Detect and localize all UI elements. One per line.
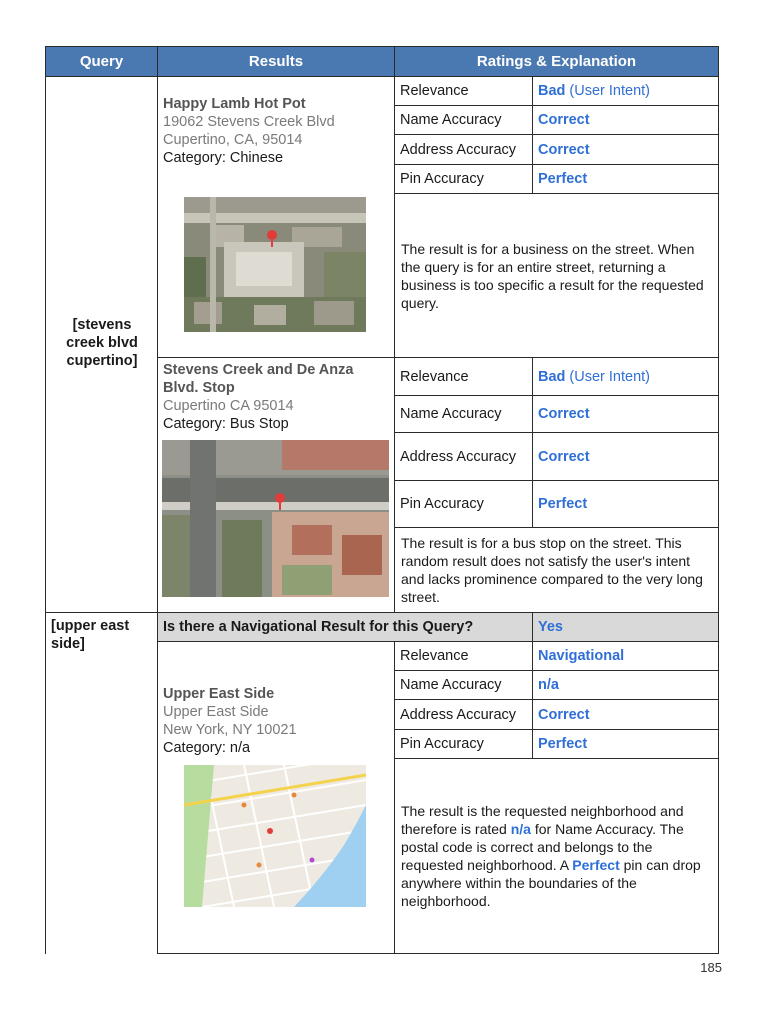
result-1-info [163,95,391,167]
rating-value-r3-relevance: Navigational [532,641,719,671]
rating-label-r1-pin: Pin Accuracy [394,164,533,194]
rating-value-r3-address: Correct [532,699,719,730]
page-number: 185 [700,960,722,975]
result-2-address-line1: Cupertino CA 95014 [163,398,294,414]
rating-value-r2-pin: Perfect [532,480,719,528]
rating-label-r2-relevance: Relevance [394,357,533,396]
rating-label-r3-pin: Pin Accuracy [394,729,533,759]
satellite-image-1 [184,197,366,332]
rating-label-r2-name: Name Accuracy [394,395,533,433]
explanation-r2: The result is for a bus stop on the street. This random result does not satisfy the user's intent and lacks prominence compared to the very long street. [394,527,719,613]
result-3-address-line2: New York, NY 10021 [163,722,297,738]
rating-value-r2-name: Correct [532,395,719,433]
rating-label-r1-name: Name Accuracy [394,105,533,135]
rating-value-r2-relevance: Bad (User Intent) [532,357,719,396]
rating-label-r1-relevance: Relevance [394,76,533,106]
header-results: Results [157,46,395,77]
nav-question-cell: Is there a Navigational Result for this Query? [157,612,533,642]
rating-value-r1-relevance: Bad (User Intent) [532,76,719,106]
rating-label-r3-address: Address Accuracy [394,699,533,730]
result-3-name: Upper East Side [163,686,275,702]
result-1-address-line1: 19062 Stevens Creek Blvd [163,114,335,130]
header-query: Query [45,46,158,77]
header-ratings: Ratings & Explanation [394,46,719,77]
nav-answer-cell: Yes [532,612,719,642]
map-image-3 [184,765,366,907]
rating-value-r1-address: Correct [532,134,719,165]
result-2-info [163,361,391,433]
result-1-name: Happy Lamb Hot Pot [163,96,306,112]
rating-label-r3-relevance: Relevance [394,641,533,671]
result-1-category: Category: Chinese [163,150,284,166]
rating-value-r3-name: n/a [532,670,719,700]
explanation-r3: The result is the requested neighborhood and therefore is rated n/a for Name Accuracy. The postal code is correct and belongs to the requested neighborhood. A Perfect pin can drop anywhere within the boundaries of the neighborhood. [394,758,719,954]
rating-value-r1-pin: Perfect [532,164,719,194]
satellite-image-2 [162,440,389,597]
rating-value-r3-pin: Perfect [532,729,719,759]
query-text-1: [stevens creek blvd cupertino] [66,317,138,369]
result-2-name: Stevens Creek and De Anza Blvd. Stop [163,362,354,396]
result-2-category: Category: Bus Stop [163,416,289,432]
rating-value-r1-name: Correct [532,105,719,135]
query-cell-2 [45,612,158,954]
rating-label-r2-address: Address Accuracy [394,432,533,481]
result-3-info [163,685,391,757]
result-3-category: Category: n/a [163,740,251,756]
query-text-2: [upper east side] [51,618,130,652]
explanation-r1: The result is for a business on the street. When the query is for an entire street, returning a business is too specific a result for the requested query. [394,193,719,358]
rating-label-r2-pin: Pin Accuracy [394,480,533,528]
result-1-address-line2: Cupertino, CA, 95014 [163,132,303,148]
result-3-address-line1: Upper East Side [163,704,269,720]
rating-value-r2-address: Correct [532,432,719,481]
rating-label-r1-address: Address Accuracy [394,134,533,165]
rating-label-r3-name: Name Accuracy [394,670,533,700]
